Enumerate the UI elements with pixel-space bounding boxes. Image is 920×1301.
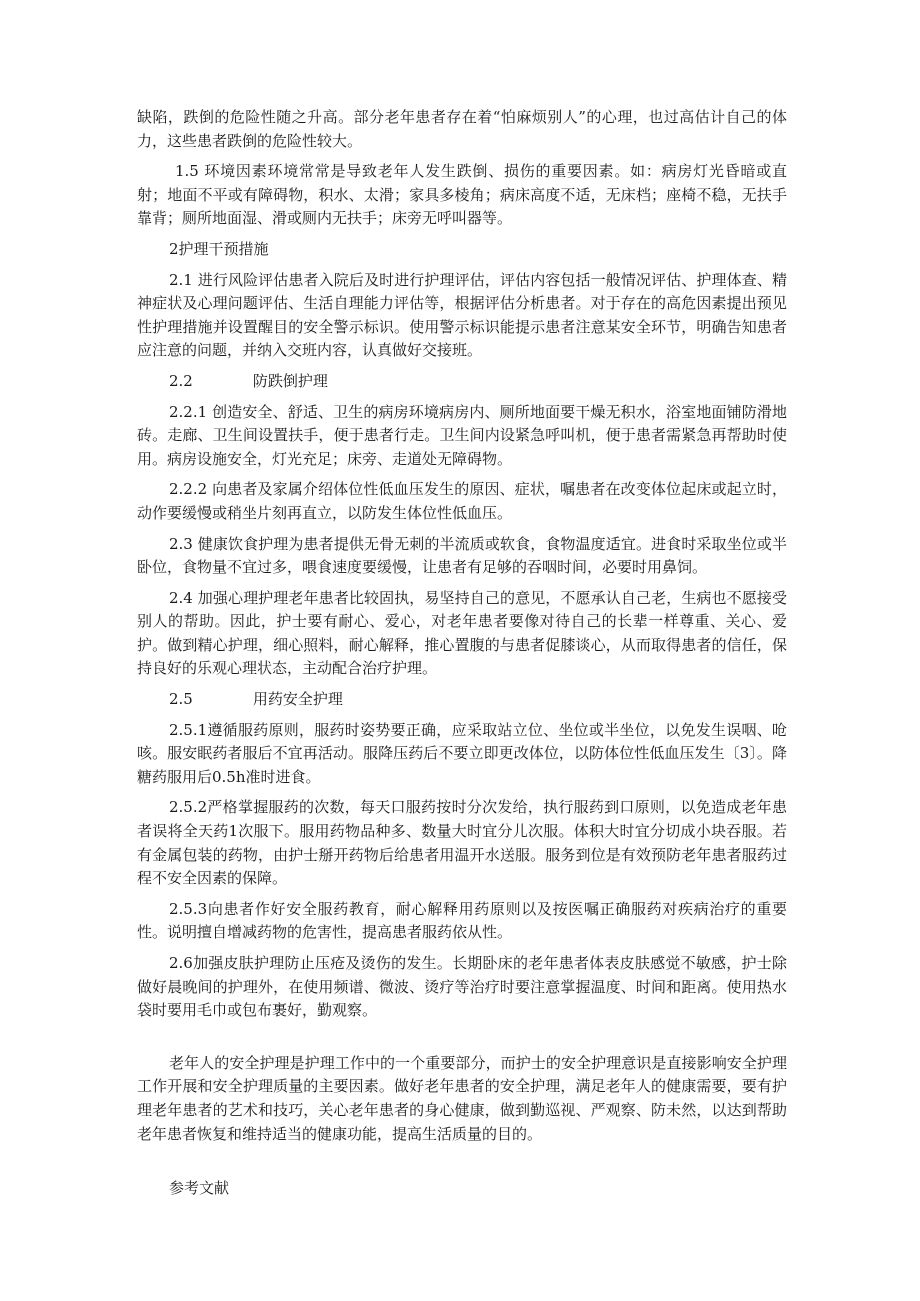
paragraph-2-5-2-dosage: 2.5.2严格掌握服药的次数，每天口服药按时分次发给，执行服药到口原则，以免造成老年患者误将全天药1次服下。服用药物品种多、数量大时宜分儿次服。体积大时宜分切成小块吞服。若有金属包装的药物，由护士掰开药物后给患者用温开水送服。服务到位是有效预防老年患者服药过程不安全因素的保障。: [137, 798, 787, 888]
subheading-2-5-title: 用药安全护理: [252, 690, 343, 709]
section-heading-nursing-interventions: 2护理干预措施: [169, 239, 269, 258]
paragraph-2-3-diet: 2.3 健康饮食护理为患者提供无骨无刺的半流质或软食，食物温度适宜。进食时采取坐位或半卧位，食物量不宜过多，喂食速度要缓慢，让患者有足够的吞咽时间，必要时用鼻饲。: [137, 534, 787, 577]
subheading-2-5-medication: [137, 688, 787, 712]
paragraph-2-2-2-hypotension: 2.2.2 向患者及家属介绍体位性低血压发生的原因、症状，嘱患者在改变体位起床或起立时，动作要缓慢或稍坐片刻再直立，以防发生体位性低血压。: [137, 480, 787, 522]
subheading-2-2-fall-prevention: [137, 370, 787, 394]
paragraph-2-5-1-principles: 2.5.1遵循服药原则，服药时姿势要正确，应采取站立位、坐位或半坐位，以免发生误咽、呛咳。服安眠药者服后不宜再活动。服降压药后不要立即更改体位，以防体位性低血压发生〔3〕。降糖药服用后0.5h准时进食。: [137, 720, 787, 786]
paragraph-2-1-risk-assessment: 2.1 进行风险评估患者入院后及时进行护理评估，评估内容包括一般情况评估、护理体查、精神症状及心理问题评估、生活自理能力评估等，根据评估分析患者。对于存在的高危因素提出预见性护理措施并设置醒目的安全警示标识。使用警示标识能提示患者注意某安全环节，明确告知患者应注意的问题，并纳入交班内容，认真做好交接班。: [137, 270, 787, 360]
subheading-2-2-number: 2.2: [169, 371, 193, 390]
paragraph-2-4-psychology: 2.4 加强心理护理老年患者比较固执，易坚持自己的意见，不愿承认自己老，生病也不愿接受别人的帮助。因此，护士要有耐心、爱心，对老年患者要像对待自己的长辈一样尊重、关心、爱护。做到精心护理，细心照料，耐心解释，推心置腹的与患者促膝谈心，从而取得患者的信任，保持良好的乐观心理状态，主动配合治疗护理。: [137, 588, 787, 678]
paragraph-2-6-skin-care: 2.6加强皮肤护理防止压疮及烫伤的发生。长期卧床的老年患者体表皮肤感觉不敏感，护士除做好晨晚间的护理外，在使用频谱、微波、烫疗等治疗时要注意掌握温度、时间和距离。使用热水袋时要用毛巾或包布裹好，勤观察。: [137, 954, 787, 1020]
references-heading: 参考文献: [169, 1179, 230, 1198]
spacer: [137, 1030, 787, 1052]
paragraph-conclusion: 老年人的安全护理是护理工作中的一个重要部分，而护士的安全护理意识是直接影响安全护理工作开展和安全护理质量的主要因素。做好老年患者的安全护理，满足老年人的健康需要，要有护理老年患者的艺术和技巧，关心老年患者的身心健康，做到勤巡视、严观察、防未然，以达到帮助老年患者恢复和维持适当的健康功能，提高生活质量的目的。: [137, 1053, 787, 1143]
subheading-2-2-title: 防跌倒护理: [252, 371, 328, 390]
spacer: [137, 1153, 787, 1177]
paragraph-1-5-environment: 1.5 环境因素环境常常是导致老年人发生跌倒、损伤的重要因素。如：病房灯光昏暗或直射；地面不平或有障碍物，积水、太滑；家具多棱角；病床高度不适，无床档；座椅不稳，无扶手靠背；厕所地面湿、滑或厕内无扶手；床旁无呼叫器等。: [137, 162, 787, 228]
paragraph-2-5-3-education: 2.5.3向患者作好安全服药教育，耐心解释用药原则以及按医嘱正确服药对疾病治疗的重要性。说明擅自增减药物的危害性，提高患者服药依从性。: [137, 899, 787, 942]
subheading-2-5-number: 2.5: [169, 690, 193, 709]
paragraph-fall-risk-continued: 缺陷，跌倒的危险性随之升高。部分老年患者存在着“怕麻烦别人”的心理，也过高估计自己的体力，这些患者跌倒的危险性较大。: [137, 108, 787, 150]
document-body: [137, 106, 787, 1208]
paragraph-2-2-1-environment: 2.2.1 创造安全、舒适、卫生的病房环境病房内、厕所地面要干燥无积水，浴室地面铺防滑地砖。走廊、卫生间设置扶手，便于患者行走。卫生间内设紧急呼叫机，便于患者需紧急再帮助时使用。病房设施安全，灯光充足；床旁、走道处无障碍物。: [137, 402, 787, 468]
